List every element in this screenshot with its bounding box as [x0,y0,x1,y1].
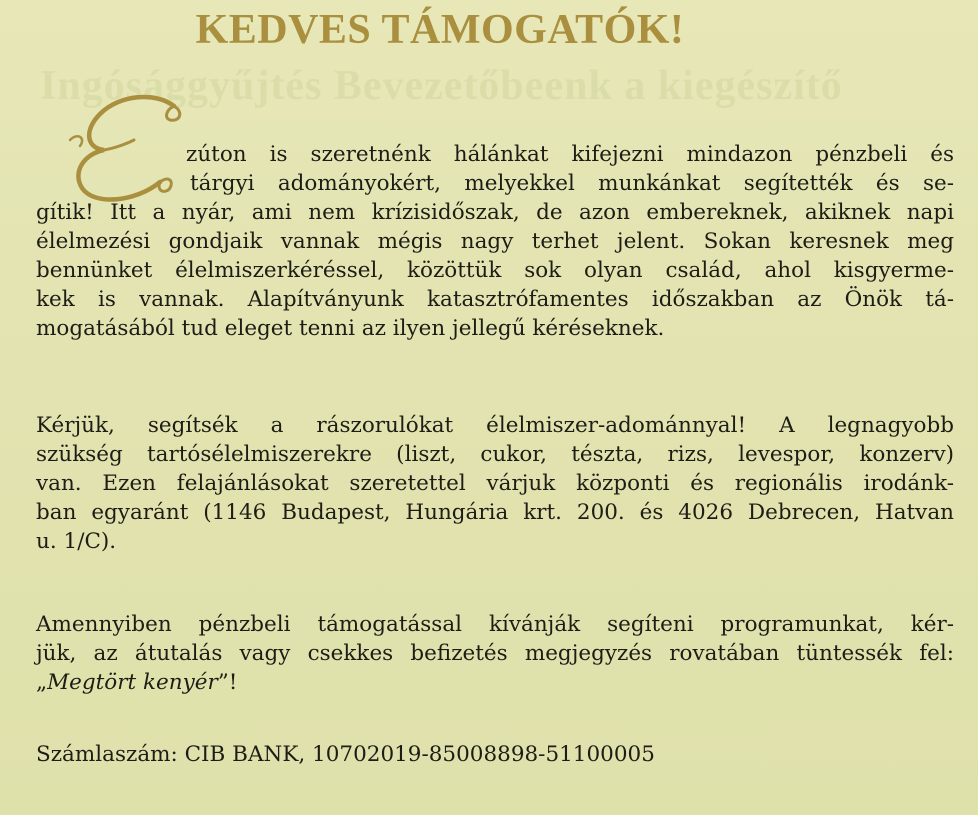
paragraph-line: u. 1/C). [36,529,117,554]
program-name-emphasis: Megtört kenyér [47,670,218,695]
bleed-through-text: Ingósággyűjtés Bevezetőbeenk a kiegészítő [40,63,843,109]
bank-account-line: Számlaszám: CIB BANK, 10702019-85008898-51100005 [36,742,655,767]
quote-open: „ [36,670,48,695]
paragraph-line: tárgyi adományokért, melyekkel munkánkat segítették és se- [190,171,954,196]
paragraph-line: gítik! Itt a nyár, ami nem krízisidőszak, de azon embereknek, akiknek napi [36,200,954,225]
paragraph-line: zúton is szeretnénk hálánkat kifejezni mindazon pénzbeli és [186,142,954,167]
paragraph-line: ban egyaránt (1146 Budapest, Hungária krt. 200. és 4026 Debrecen, Hatvan [36,500,954,525]
paragraph-line: bennünket élelmiszerkéréssel, közöttük sok olyan család, ahol kisgyerme- [36,258,954,283]
paragraph-line: Kérjük, segítsék a rászorulókat élelmiszer-adománnyal! A legnagyobb [36,413,954,438]
paragraph-line: mogatásából tud eleget tenni az ilyen jellegű kéréseknek. [36,316,665,341]
quote-close: ”! [217,670,238,695]
page-title: KEDVES TÁMOGATÓK! [195,7,685,53]
paragraph-line: van. Ezen felajánlásokat szeretettel várjuk központi és regionális irodánk- [36,471,954,496]
paragraph-donation-request [36,411,954,556]
paragraph-line: Amennyiben pénzbeli támogatással kívánják segíteni programunkat, kér- [36,612,954,637]
paragraph-line: szükség tartósélelmiszerekre (liszt, cukor, tészta, rizs, levespor, konzerv) [36,442,954,467]
paragraph-line: jük, az átutalás vagy csekkes befizetés megjegyzés rovatában tüntessék fel: [36,641,954,666]
paragraph-transfer-note [36,610,954,697]
paragraph-line: kek is vannak. Alapítványunk katasztrófamentes időszakban az Önök tá- [36,287,954,312]
paragraph-line: élelmezési gondjaik vannak mégis nagy terhet jelent. Sokan keresnek meg [36,229,954,254]
paragraph-thanks [36,140,954,343]
paragraph-line [36,668,954,697]
